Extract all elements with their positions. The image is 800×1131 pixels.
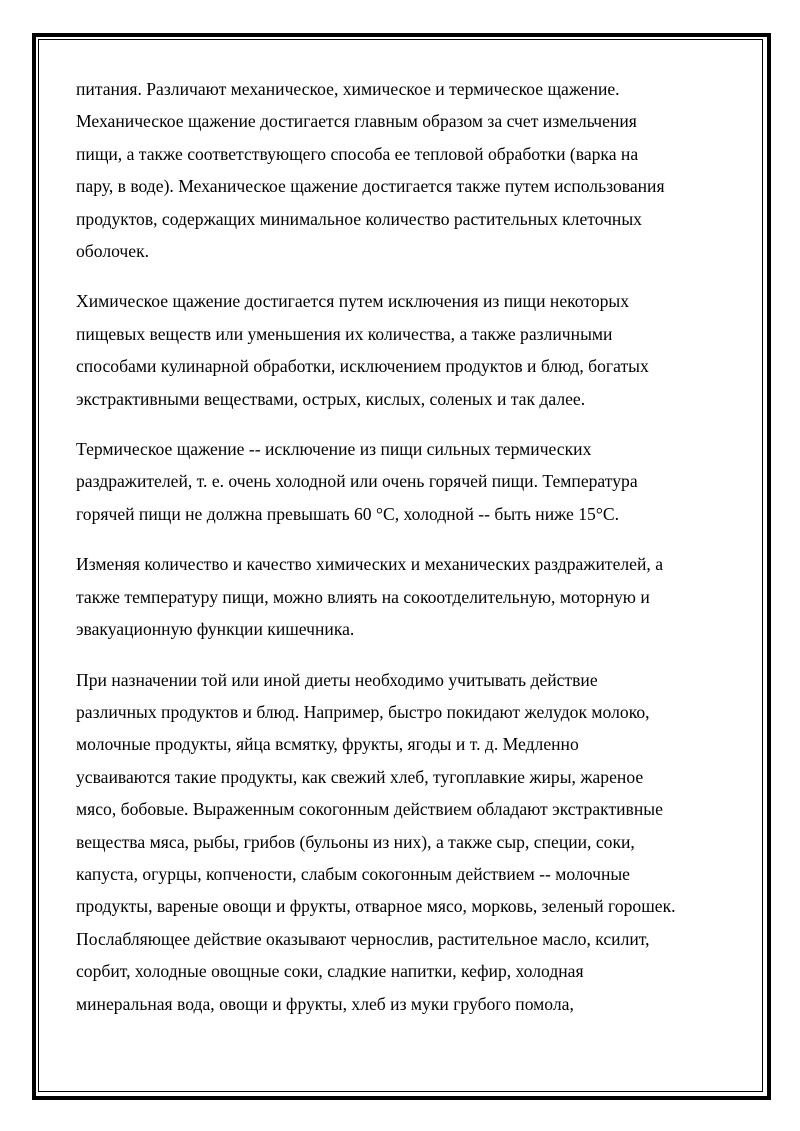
text-line: Изменяя количество и качество химических и механических раздражителей, а bbox=[76, 554, 664, 575]
text-line: Послабляющее действие оказывают чернослив, растительное масло, ксилит, bbox=[76, 928, 650, 949]
paragraph-3 bbox=[76, 433, 736, 530]
text-line: Химическое щажение достигается путем исключения из пищи некоторых bbox=[76, 291, 630, 312]
text-line: горячей пищи не должна превышать 60 °С, холодной -- быть ниже 15°С. bbox=[76, 503, 620, 524]
text-line: пищевых веществ или уменьшения их количества, а также различными bbox=[76, 323, 613, 344]
text-line: оболочек. bbox=[76, 241, 150, 262]
text-line: раздражителей, т. е. очень холодной или очень горячей пищи. Температура bbox=[76, 471, 638, 492]
text-line: различных продуктов и блюд. Например, быстро покидают желудок молоко, bbox=[76, 701, 650, 722]
text-line: капуста, огурцы, копчености, слабым сокогонным действием -- молочные bbox=[76, 863, 630, 884]
text-line: эвакуационную функции кишечника. bbox=[76, 619, 355, 640]
text-line: способами кулинарной обработки, исключением продуктов и блюд, богатых bbox=[76, 356, 649, 377]
text-line: пару, в воде). Механическое щажение достигается также путем использования bbox=[76, 176, 665, 197]
text-line: продукты, вареные овощи и фрукты, отварное мясо, морковь, зеленый горошек. bbox=[76, 896, 676, 917]
text-line: минеральная вода, овощи и фрукты, хлеб из муки грубого помола, bbox=[76, 993, 574, 1014]
paragraph-5 bbox=[76, 664, 736, 1020]
text-line: При назначении той или иной диеты необходимо учитывать действие bbox=[76, 669, 598, 690]
text-line: также температуру пищи, можно влиять на сокоотделительную, моторную и bbox=[76, 586, 650, 607]
text-line: пищи, а также соответствующего способа ее тепловой обработки (варка на bbox=[76, 143, 639, 164]
text-line: продуктов, содержащих минимальное количество растительных клеточных bbox=[76, 208, 642, 229]
paragraph-4 bbox=[76, 548, 736, 645]
text-line: Термическое щажение -- исключение из пищи сильных термических bbox=[76, 439, 592, 460]
text-line: усваиваются такие продукты, как свежий хлеб, тугоплавкие жиры, жареное bbox=[76, 766, 644, 787]
text-line: молочные продукты, яйца всмятку, фрукты, ягоды и т. д. Медленно bbox=[76, 734, 579, 755]
text-line: вещества мяса, рыбы, грибов (бульоны из них), а также сыр, специи, соки, bbox=[76, 831, 635, 852]
paragraph-2 bbox=[76, 285, 736, 415]
document-body bbox=[76, 73, 736, 1038]
text-line: мясо, бобовые. Выраженным сокогонным действием обладают экстрактивные bbox=[76, 799, 663, 820]
text-line: экстрактивными веществами, острых, кислых, соленых и так далее. bbox=[76, 388, 586, 409]
text-line: питания. Различают механическое, химическое и термическое щажение. bbox=[76, 79, 620, 99]
text-line: сорбит, холодные овощные соки, сладкие напитки, кефир, холодная bbox=[76, 961, 584, 982]
text-line: Механическое щажение достигается главным образом за счет измельчения bbox=[76, 111, 637, 132]
paragraph-1 bbox=[76, 73, 736, 267]
